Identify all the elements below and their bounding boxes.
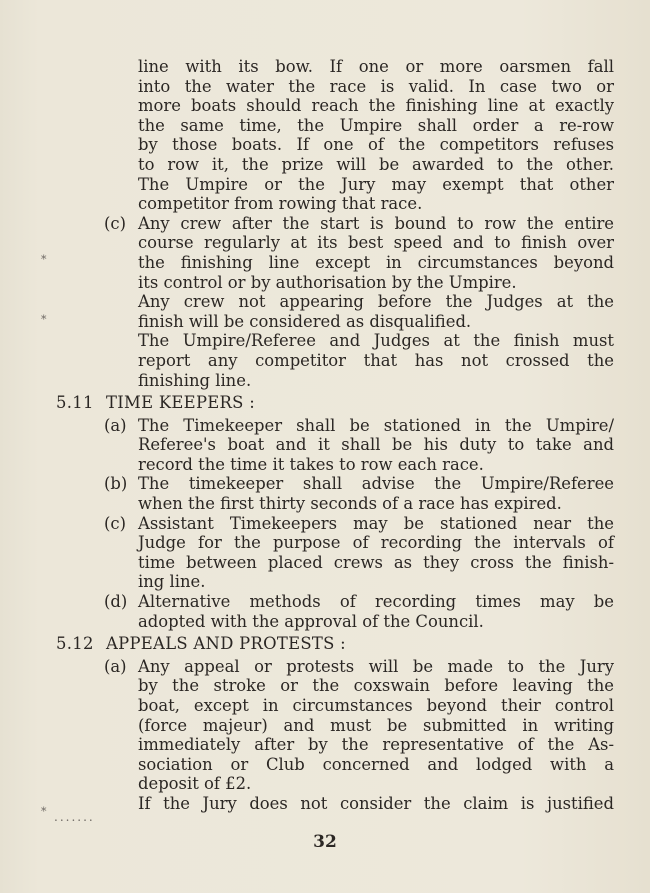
section-title: APPEALS AND PROTESTS : xyxy=(106,634,346,654)
text-line: its control or by authorisation by the Umpire. xyxy=(138,272,517,292)
text-line: finish will be considered as disqualified. xyxy=(138,311,472,331)
text-line: report any competitor that has not crossed the xyxy=(138,350,614,370)
text-line: to row it, the prize will be awarded to the other. xyxy=(138,154,614,174)
text-line: The timekeeper shall advise the Umpire/Referee xyxy=(138,474,614,494)
page-number: 32 xyxy=(313,832,337,852)
margin-asterisk-mark: * xyxy=(41,313,47,326)
item-label: (b) xyxy=(104,474,128,494)
item-label: (c) xyxy=(104,513,126,533)
text-line: deposit of £2. xyxy=(138,774,252,794)
section-number: 5.11 xyxy=(56,393,94,413)
list-item-c xyxy=(104,213,614,390)
margin-asterisk-mark: * xyxy=(41,805,47,818)
continuation-paragraph xyxy=(138,57,614,214)
text-line: adopted with the approval of the Council. xyxy=(138,611,484,631)
text-line: Any appeal or protests will be made to the Jury xyxy=(138,656,614,676)
text-line: Referee's boat and it shall be his duty to take and xyxy=(138,435,614,455)
section-title: TIME KEEPERS : xyxy=(106,393,256,413)
list-item-d xyxy=(104,592,614,631)
list-item-c xyxy=(104,513,614,592)
text-line: competitor from rowing that race. xyxy=(138,194,423,214)
text-line: the finishing line except in circumstances beyond xyxy=(138,252,614,272)
text-line: record the time it takes to row each race. xyxy=(138,454,484,474)
item-label: (c) xyxy=(104,213,126,233)
item-label: (a) xyxy=(104,415,127,435)
list-item-a xyxy=(104,656,614,814)
list-item-b xyxy=(104,474,614,514)
section-heading-511 xyxy=(56,393,616,413)
text-line: Judge for the purpose of recording the intervals of xyxy=(138,533,614,553)
text-line: If the Jury does not consider the claim is justified xyxy=(138,793,614,813)
item-label: (d) xyxy=(104,592,128,612)
text-line: by those boats. If one of the competitors refuses xyxy=(138,135,614,155)
text-line: immediately after by the representative of the As- xyxy=(138,735,614,755)
text-line: when the first thirty seconds of a race has expired. xyxy=(138,494,562,514)
section-heading-512 xyxy=(56,634,616,654)
text-line: the same time, the Umpire shall order a re-row xyxy=(138,115,614,135)
text-line: more boats should reach the finishing line at exactly xyxy=(138,96,614,116)
text-line: Any crew not appearing before the Judges at the xyxy=(138,292,614,312)
text-line: into the water the race is valid. In case two or xyxy=(138,76,614,96)
section-number: 5.12 xyxy=(56,634,94,654)
text-line: boat, except in circumstances beyond their control xyxy=(138,696,614,715)
text-line: sociation or Club concerned and lodged with a xyxy=(138,754,614,774)
text-line: Any crew after the start is bound to row the entire xyxy=(138,213,614,233)
item-label: (a) xyxy=(104,656,127,676)
text-line: time between placed crews as they cross the finish- xyxy=(138,552,614,572)
text-line: course regularly at its best speed and to finish over xyxy=(138,233,614,253)
text-line: The Timekeeper shall be stationed in the Umpire/ xyxy=(138,415,614,435)
text-line: Assistant Timekeepers may be stationed near the xyxy=(138,513,614,533)
text-line: (force majeur) and must be submitted in writing xyxy=(138,715,614,735)
text-line: by the stroke or the coxswain before leaving the xyxy=(138,676,614,696)
text-line: ing line. xyxy=(138,572,206,592)
text-line: The Umpire or the Jury may exempt that other xyxy=(138,174,614,194)
margin-dots-mark: ....... xyxy=(54,810,95,824)
page-text xyxy=(0,57,650,814)
text-line: Alternative methods of recording times may be xyxy=(138,592,614,612)
text-line: The Umpire/Referee and Judges at the finish must xyxy=(138,331,614,351)
list-item-a xyxy=(104,415,614,475)
text-line: line with its bow. If one or more oarsmen fall xyxy=(138,57,614,76)
margin-asterisk-mark: * xyxy=(41,253,47,266)
text-line: finishing line. xyxy=(138,370,252,390)
